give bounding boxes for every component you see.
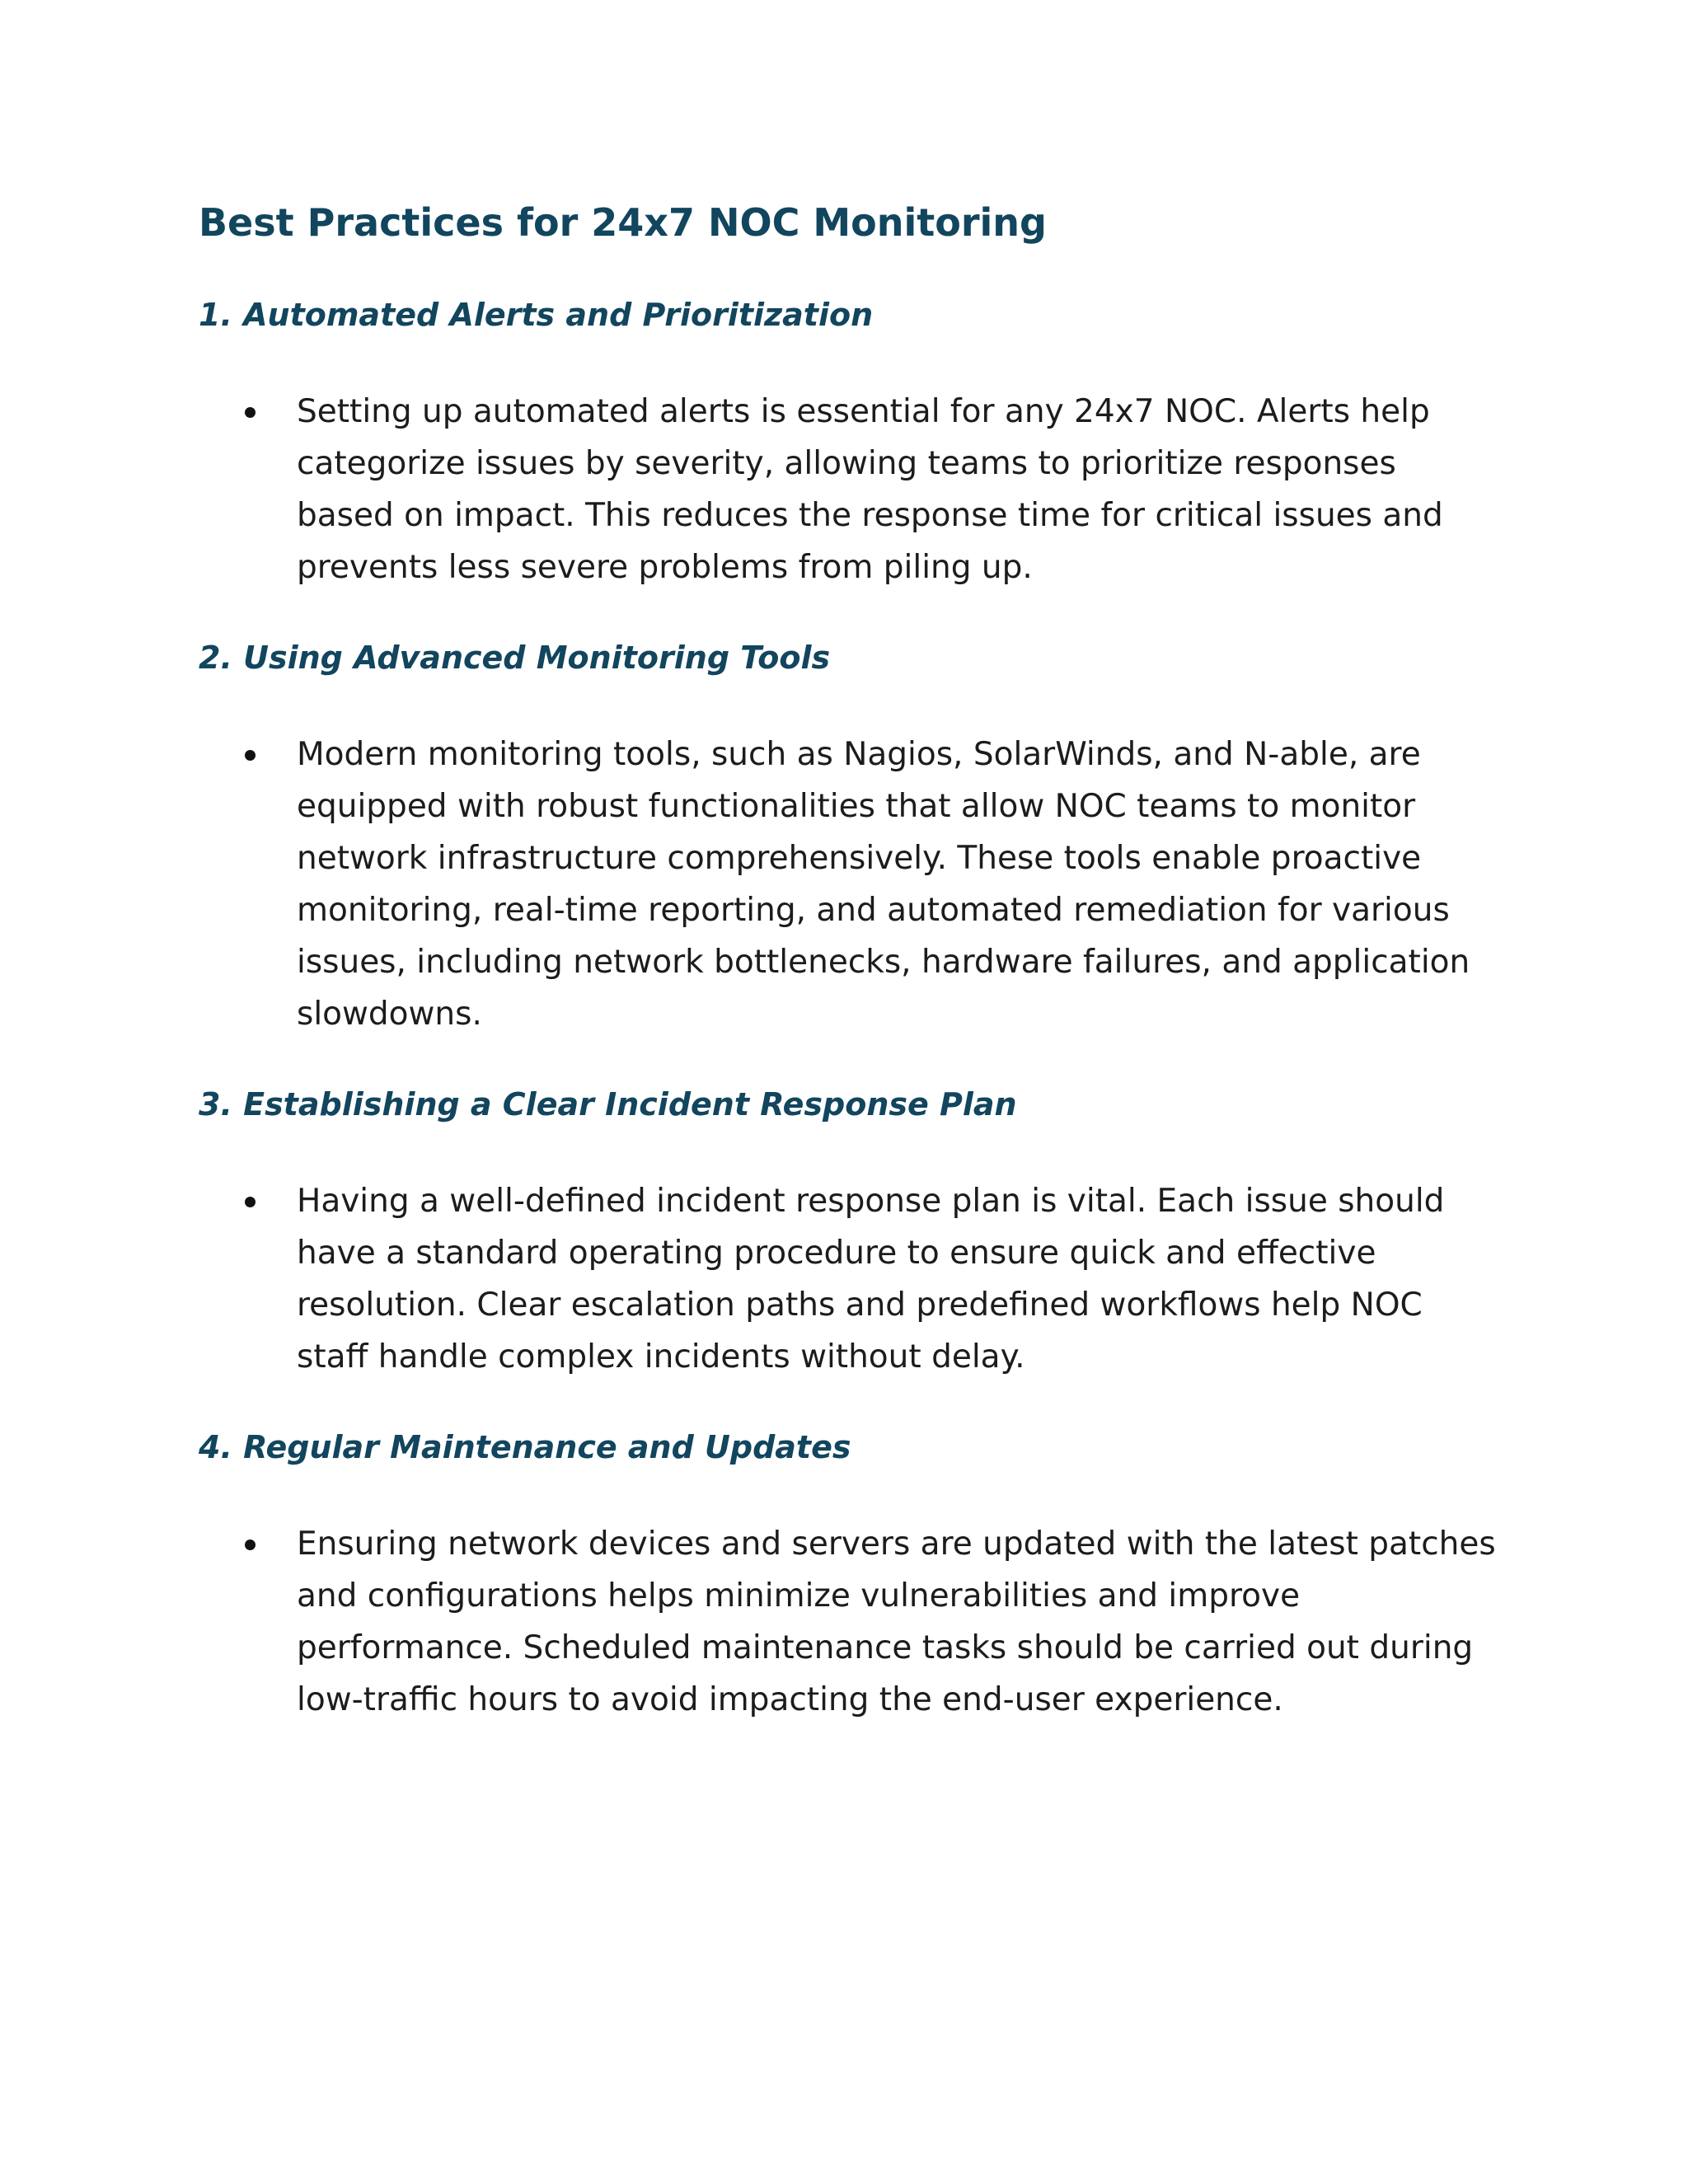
section-incident-response [199, 1083, 1501, 1383]
bullet-list [199, 386, 1501, 593]
bullet-list [199, 1518, 1501, 1726]
bullet-icon [245, 407, 256, 418]
bullet-list [199, 1175, 1501, 1383]
section-monitoring-tools [199, 636, 1501, 1040]
section-heading: 4. Regular Maintenance and Updates [199, 1429, 851, 1465]
bullet-list [199, 729, 1501, 1040]
list-item [199, 729, 1501, 1040]
list-item [199, 386, 1501, 593]
bullet-text: Setting up automated alerts is essential for any 24x7 NOC. Alerts help categorize issues by severity, allowing teams to prioritize responses based on impact. This reduces the response time for critical issues and prevents less severe problems from piling up. [297, 393, 1443, 586]
section-maintenance-updates [199, 1426, 1501, 1726]
page-title: Best Practices for 24x7 NOC Monitoring [199, 200, 1047, 245]
list-item [199, 1518, 1501, 1726]
bullet-icon [245, 1540, 256, 1550]
section-heading: 1. Automated Alerts and Prioritization [199, 297, 874, 333]
section-heading: 2. Using Advanced Monitoring Tools [199, 640, 831, 676]
section-automated-alerts [199, 293, 1501, 593]
bullet-text: Ensuring network devices and servers are updated with the latest patches and configurations helps minimize vulnerabilities and improve performance. Scheduled maintenance tasks should be carried out during low-traffic hours to avoid impacting the end-user experience. [297, 1526, 1496, 1718]
section-heading: 3. Establishing a Clear Incident Response Plan [199, 1086, 1017, 1122]
bullet-icon [245, 1197, 256, 1207]
document-page [199, 198, 1501, 1726]
bullet-text: Modern monitoring tools, such as Nagios, SolarWinds, and N-able, are equipped with robust functionalities that allow NOC teams to monitor network infrastructure comprehensively. These tools enable proactive monitoring, real-time reporting, and automated remediation for various issues, including network bottlenecks, hardware failures, and application slowdowns. [297, 736, 1470, 1033]
bullet-text: Having a well-defined incident response plan is vital. Each issue should have a standard operating procedure to ensure quick and effective resolution. Clear escalation paths and predefined workflows help NOC staff handle complex incidents without delay. [297, 1183, 1445, 1376]
bullet-icon [245, 750, 256, 761]
list-item [199, 1175, 1501, 1383]
